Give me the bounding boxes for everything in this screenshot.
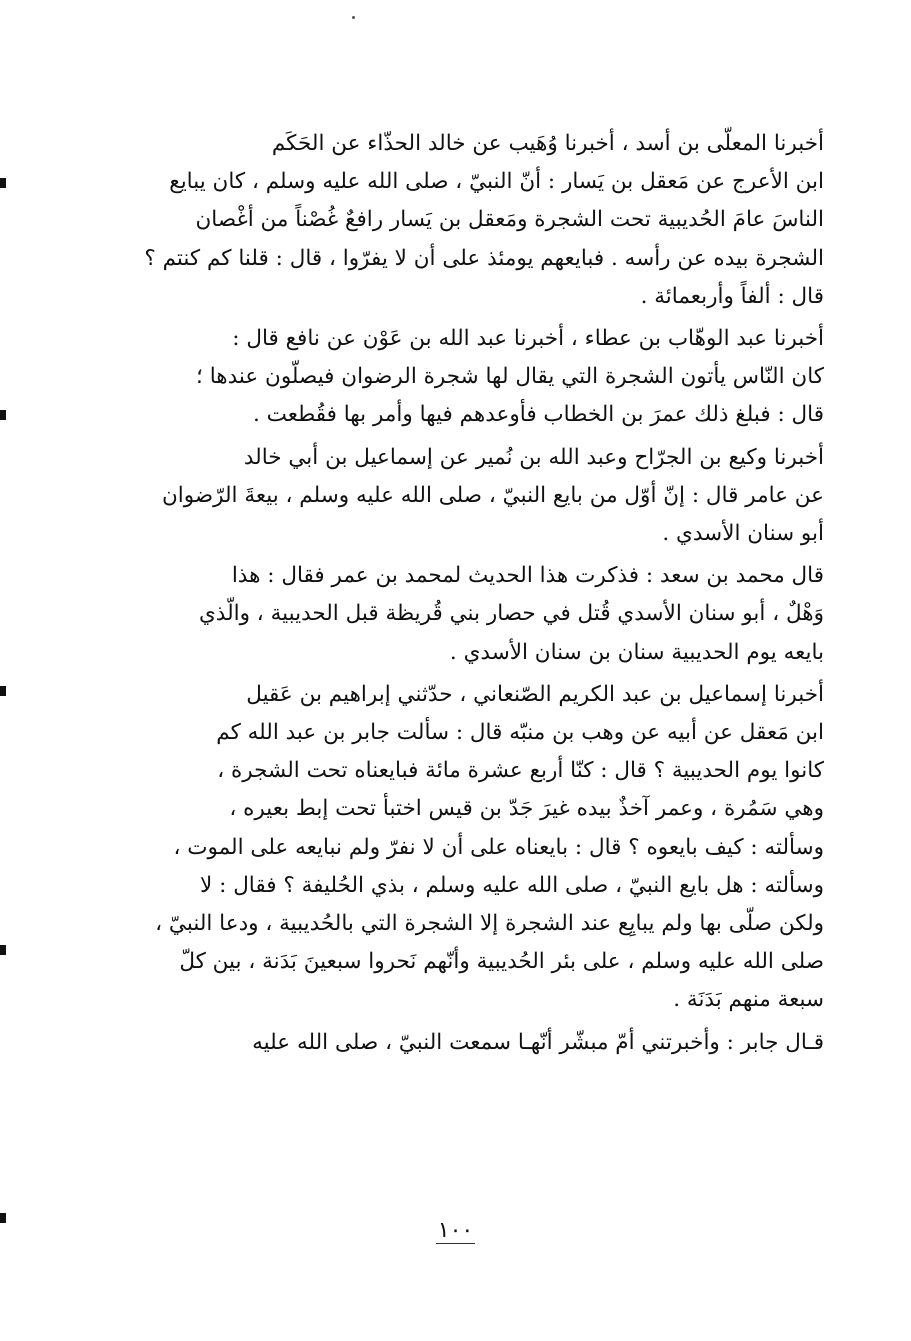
text-line: ابن الأعرج عن مَعقل بن يَسار : أنّ النبيّ ، صلى الله عليه وسلم ، كان يبايع [169,169,824,195]
page-number-text: ١٠٠ [437,1218,474,1243]
text-line: قال : ألفاً وأربعمائة . [640,283,824,309]
text-line: عن عامر قال : إنّ أوّل من بايع النبيّ ، صلى الله عليه وسلم ، بيعةَ الرّضوان [161,482,824,508]
paragraph [112,125,824,316]
text-line: سبعة منهم بَدَنَة . [673,987,824,1013]
text-line: الناسَ عامَ الحُديبية تحت الشجرة ومَعقل بن يَسار رافعٌ غُصْناً من أغْصان [195,207,824,233]
scan-speck [352,16,355,19]
text-line: قال محمد بن سعد : فذكرت هذا الحديث لمحمد بن عمر فقال : هذا [231,563,824,589]
paragraph [112,676,824,1020]
text-line: قـال جابر : وأخبرتني أمّ مبشّر أنّهـا سمعت النبيّ ، صلى الله عليه [252,1029,824,1055]
text-line: أخبرنا المعلّى بن أسد ، أخبرنا وُهَيب عن خالد الحذّاء عن الحَكَم [271,131,824,156]
text-line: كان النّاس يأتون الشجرة التي يقال لها شجرة الرضوان فيصلّون عندها ؛ [196,364,824,390]
text-line: ولكن صلّى بها ولم يبايِع عند الشجرة إلا الشجرة التي بالحُديبية ، ودعا النبيّ ، [155,911,824,937]
edge-mark [0,410,6,420]
paragraph [112,439,824,554]
edge-mark [0,178,6,188]
text-line: صلى الله عليه وسلم ، على بئر الحُديبية وأنّهم نَحروا سبعينَ بَدَنة ، بين كلّ [179,949,824,975]
text-line: وسألته : كيف بايعوه ؟ قال : بايعناه على أن لا نفرّ ولم نبايعه على الموت ، [173,834,824,860]
edge-mark [0,686,6,696]
text-line: ابن مَعقل عن أبيه عن وهب بن منبّه قال : سألت جابر بن عبد الله كم [216,720,824,746]
text-line: وسألته : هل بايع النبيّ ، صلى الله عليه وسلم ، بذي الحُليفة ؟ فقال : لا [200,872,824,898]
text-line: وهي سَمُرة ، وعمر آخذٌ بيده غيرَ جَدّ بن قيس اختبأ تحت إبط بعيره ، [229,796,824,822]
edge-mark [0,945,6,955]
text-line: أخبرنا وكيع بن الجرّاح وعبد الله بن نُمير عن إسماعيل بن أبي خالد [243,444,824,470]
page-number [0,1218,911,1244]
text-line: الشجرة بيده عن رأسه . فبايعهم يومئذ على أن لا يفرّوا ، قال : قلنا كم كنتم ؟ [144,245,824,271]
text-line: قال : فبلغ ذلك عمرَ بن الخطاب فأوعدهم فيها وأمر بها فقُطعت . [252,402,824,428]
paragraph [112,320,824,435]
paragraph [112,1024,824,1062]
text-line: وَهْلٌ ، أبو سنان الأسدي قُتل في حصار بني قُريظة قبل الحديبية ، والّذي [198,601,824,627]
text-line: أبو سنان الأسدي . [662,521,824,547]
text-line: أخبرنا عبد الوهّاب بن عطاء ، أخبرنا عبد الله بن عَوْن عن نافع قال : [232,326,824,352]
text-line: بايعه يوم الحديبية سنان بن سنان الأسدي . [449,639,824,665]
text-line: أخبرنا إسماعيل بن عبد الكريم الصّنعاني ، حدّثني إبراهيم بن عَقيل [246,681,824,707]
paragraph [112,557,824,672]
body-text [112,125,824,1066]
text-line: كانوا يوم الحديبية ؟ قال : كنّا أربع عشرة مائة فبايعناه تحت الشجرة ، [217,758,824,784]
